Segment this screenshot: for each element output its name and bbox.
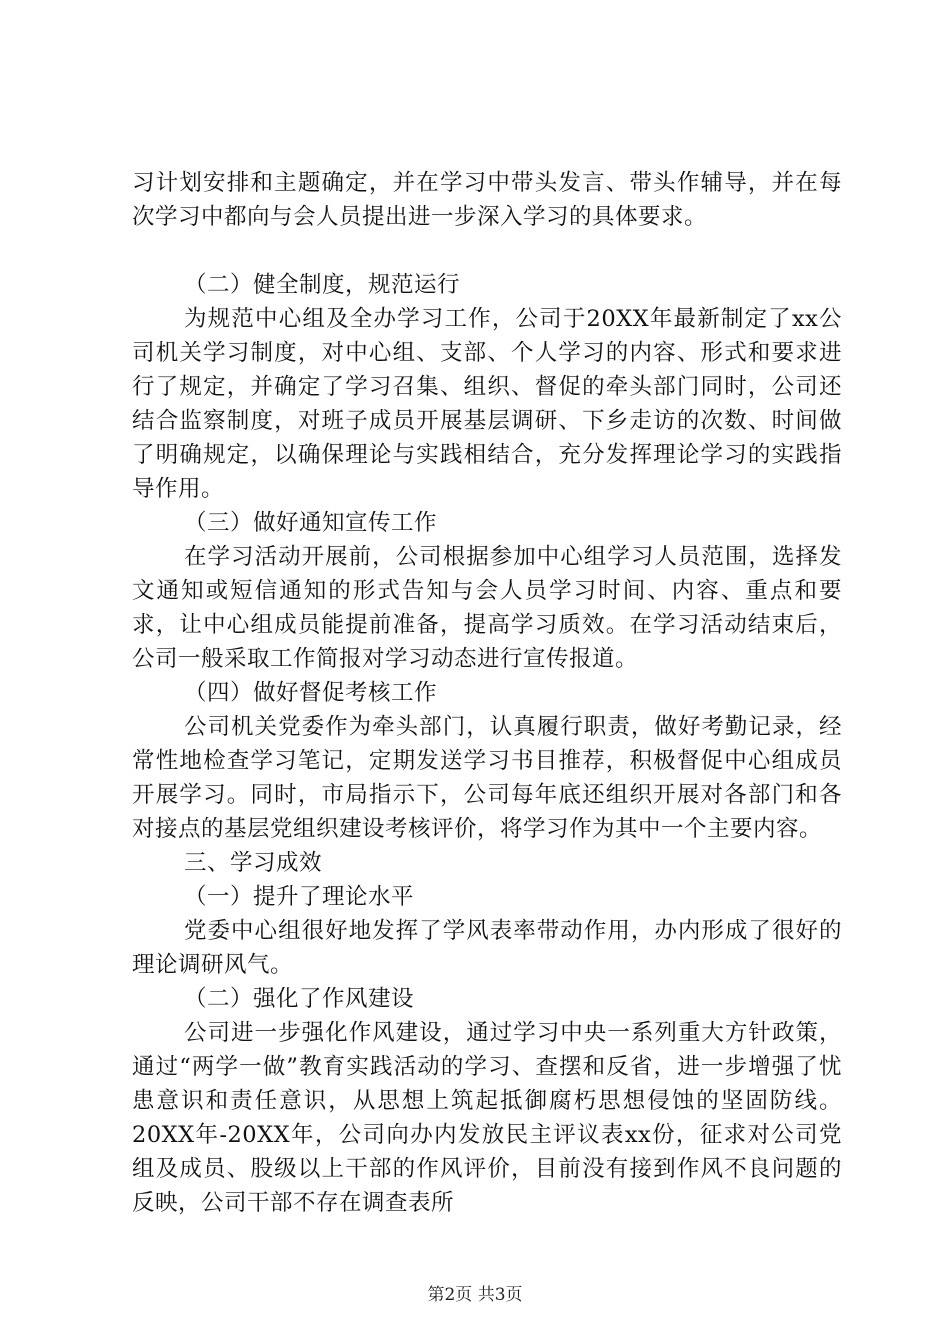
body-paragraph: 党委中心组很好地发挥了学风表率带动作用，办内形成了很好的理论调研风气。	[132, 918, 842, 978]
section-heading-supervision: （四）做好督促考核工作	[184, 680, 438, 706]
paragraph-gap	[132, 234, 842, 268]
section-heading-notification: （三）做好通知宣传工作	[184, 510, 438, 536]
body-paragraph: 为规范中心组及全办学习工作，公司于20XX年最新制定了xx公司机关学习制度，对中心组、支部、个人学习的内容、形式和要求进行了规定，并确定了学习召集、组织、督促的牵头部门同时，公司还结合监察制度，对班子成员开展基层调研、下乡走访的次数、时间做了明确规定，以确保理论与实践相结合，充分发挥理论学习的实践指导作用。	[132, 306, 842, 502]
section-heading-theory-level: （一）提升了理论水平	[184, 884, 415, 910]
body-paragraph: 在学习活动开展前，公司根据参加中心组学习人员范围，选择发文通知或短信通知的形式告知与会人员学习时间、内容、重点和要求，让中心组成员能提前准备，提高学习质效。在学习活动结束后，公司一般采取工作简报对学习动态进行宣传报道。	[132, 544, 842, 672]
page-number-footer: 第2页 共3页	[427, 1285, 523, 1305]
document-body	[132, 166, 842, 1220]
section-heading-work-style: （二）强化了作风建设	[184, 986, 415, 1012]
section-heading-results: 三、学习成效	[184, 850, 323, 876]
body-paragraph: 公司机关党委作为牵头部门，认真履行职责，做好考勤记录，经常性地检查学习笔记，定期发送学习书目推荐，积极督促中心组成员开展学习。同时，市局指示下，公司每年底还组织开展对各部门和各对接点的基层党组织建设考核评价，将学习作为其中一个主要内容。	[132, 714, 842, 842]
body-paragraph-continued: 习计划安排和主题确定，并在学习中带头发言、带头作辅导，并在每次学习中都向与会人员提出进一步深入学习的具体要求。	[132, 170, 842, 230]
section-heading-sound-system: （二）健全制度，规范运行	[184, 272, 461, 298]
body-paragraph: 公司进一步强化作风建设，通过学习中央一系列重大方针政策，通过“两学一做”教育实践活动的学习、查摆和反省，进一步增强了忧患意识和责任意识，从思想上筑起抵御腐朽思想侵蚀的坚固防线。20XX年-20XX年，公司向办内发放民主评议表xx份，征求对公司党组及成员、股级以上干部的作风评价，目前没有接到作风不良问题的反映，公司干部不存在调查表所	[132, 1020, 842, 1216]
